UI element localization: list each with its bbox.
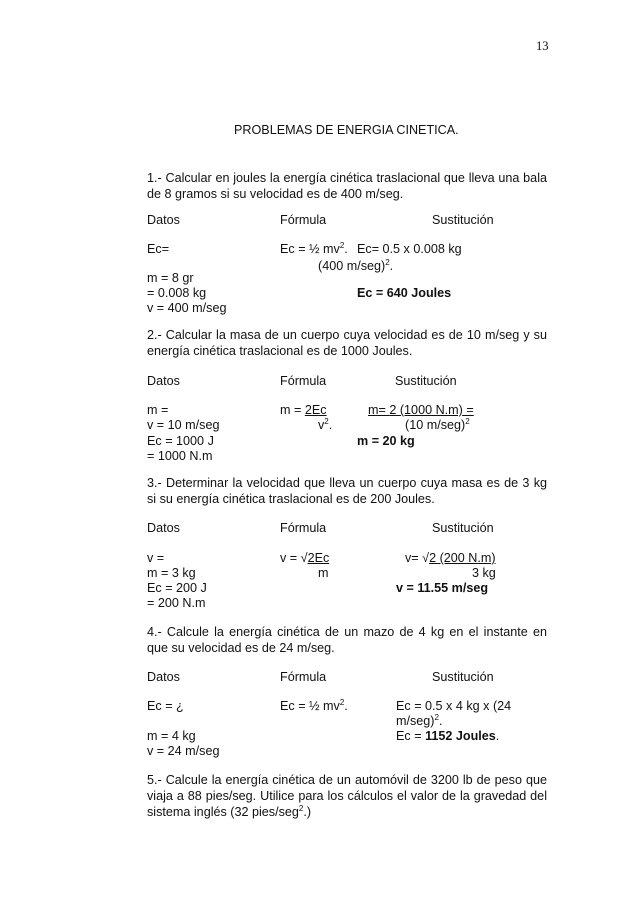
- problem-4-statement: 4.- Calcule la energía cinética de un mazo de 4 kg en el instante en que su velocidad es de 24 m/seg.: [147, 625, 547, 655]
- p2-sust-denominator: (10 m/seg)$^2$: [405, 417, 470, 432]
- p1-sust-line2: (400 m/seg)$^2$.: [318, 258, 394, 273]
- p3-dato-nm: = 200 N.m: [147, 596, 206, 610]
- page-number: 13: [536, 39, 549, 53]
- p4-result: Ec = 1152 Joules.: [396, 729, 500, 743]
- p2-result: m = 20 kg: [357, 434, 415, 448]
- p4-dato-v: v = 24 m/seg: [147, 744, 220, 758]
- p1-sust-line1: Ec= 0.5 x 0.008 kg: [357, 242, 462, 256]
- page-title: PROBLEMAS DE ENERGIA CINETICA.: [234, 123, 459, 137]
- datos-header-1: Datos: [147, 213, 180, 227]
- p1-dato-ec: Ec=: [147, 242, 170, 256]
- sustitucion-header-2: Sustitución: [395, 374, 457, 388]
- p3-sust-denominator: 3 kg: [472, 566, 496, 580]
- p2-formula-numerator: m = 2Ec: [280, 403, 327, 417]
- datos-header-2: Datos: [147, 374, 180, 388]
- formula-header-4: Fórmula: [280, 670, 327, 684]
- p2-dato-v: v = 10 m/seg: [147, 418, 220, 432]
- p3-dato-m: m = 3 kg: [147, 566, 196, 580]
- formula-header-3: Fórmula: [280, 521, 327, 535]
- sustitucion-header-1: Sustitución: [432, 213, 494, 227]
- p2-sust-numerator: m= 2 (1000 N.m) =: [368, 403, 474, 417]
- p3-sust-numerator: v= √2 (200 N.m): [405, 551, 496, 565]
- p3-dato-v: v =: [147, 551, 165, 565]
- formula-header-1: Fórmula: [280, 213, 327, 227]
- problem-1-statement: 1.- Calcular en joules la energía cinética traslacional que lleva una bala de 8 gramos si su velocidad es de 400 m/seg.: [147, 171, 547, 201]
- problem-3-statement: 3.- Determinar la velocidad que lleva un cuerpo cuya masa es de 3 kg si su energía cinética traslacional es de 200 Joules.: [147, 476, 547, 506]
- p1-formula: Ec = ½ $mv^2$.: [280, 241, 348, 256]
- problem-5-statement: 5.- Calcule la energía cinética de un automóvil de 3200 lb de peso que viaja a 88 pies/seg. Utilice para los cálculos el valor de la gravedad del sistema inglés (32 pies/seg$^2$.): [147, 773, 547, 819]
- p3-result: v = 11.55 m/seg: [396, 581, 489, 595]
- datos-header-3: Datos: [147, 521, 180, 535]
- datos-header-4: Datos: [147, 670, 180, 684]
- sustitucion-header-3: Sustitución: [432, 521, 494, 535]
- sustitucion-header-4: Sustitución: [432, 670, 494, 684]
- p3-formula-numerator: v = √2Ec: [280, 551, 330, 565]
- p3-dato-ec: Ec = 200 J: [147, 581, 207, 595]
- p2-dato-nm: = 1000 N.m: [147, 449, 213, 463]
- p3-formula-denominator: m: [318, 566, 329, 580]
- p2-dato-ec: Ec = 1000 J: [147, 434, 214, 448]
- p1-result: Ec = 640 Joules: [357, 286, 452, 300]
- p4-formula: Ec = ½ $mv^2$.: [280, 698, 348, 713]
- p4-dato-ec: Ec = ¿: [147, 699, 184, 713]
- p2-dato-m: m =: [147, 403, 169, 417]
- p2-formula-denominator: $v^2$.: [318, 417, 333, 432]
- p1-dato-kg: = 0.008 kg: [147, 286, 207, 300]
- p1-dato-v: v = 400 m/seg: [147, 301, 227, 315]
- p1-dato-m: m = 8 gr: [147, 271, 194, 285]
- p4-dato-m: m = 4 kg: [147, 729, 196, 743]
- p4-sust-line1: Ec = 0.5 x 4 kg x (24: [396, 699, 512, 713]
- p4-sust-line2: m/seg)$^2$.: [396, 713, 443, 728]
- problem-2-statement: 2.- Calcular la masa de un cuerpo cuya velocidad es de 10 m/seg y su energía cinética traslacional es de 1000 Joules.: [147, 328, 547, 358]
- formula-header-2: Fórmula: [280, 374, 327, 388]
